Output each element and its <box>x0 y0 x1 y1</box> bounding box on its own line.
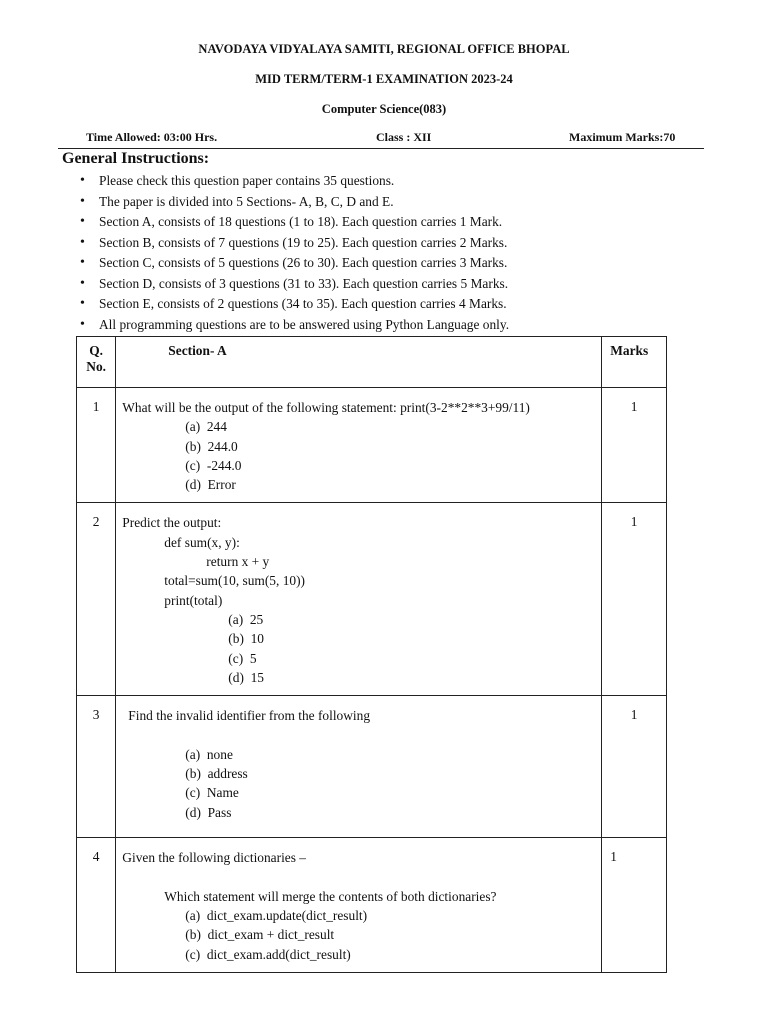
max-marks: Maximum Marks:70 <box>569 130 676 144</box>
question-marks: 1 <box>602 503 667 696</box>
option: (c) -244.0 <box>185 457 242 473</box>
option: (b) 10 <box>228 631 264 647</box>
question-content <box>116 838 602 973</box>
option: (c) dict_exam.add(dict_result) <box>185 946 351 962</box>
table-header-row <box>77 337 667 388</box>
option: (b) dict_exam + dict_result <box>185 927 335 943</box>
header-divider <box>58 148 704 149</box>
option: (d) Error <box>185 477 236 493</box>
code-line: print(total) <box>164 592 223 608</box>
question-number: 3 <box>77 696 116 838</box>
question-number: 2 <box>77 503 116 696</box>
table-row <box>77 388 667 503</box>
code-line: total=sum(10, sum(5, 10)) <box>164 573 305 589</box>
option: (a) dict_exam.update(dict_result) <box>185 908 368 924</box>
question-number: 4 <box>77 838 116 973</box>
question-number: 1 <box>77 388 116 503</box>
subject-title: Computer Science(083) <box>321 102 447 116</box>
question-content <box>116 696 602 838</box>
organization-title: NAVODAYA VIDYALAYA SAMITI, REGIONAL OFFICE BHOPAL <box>198 42 570 56</box>
instruction-item: • The paper is divided into 5 Sections- A, B, C, D and E. <box>80 193 509 214</box>
option: (c) 5 <box>228 650 257 666</box>
question-marks: 1 <box>602 388 667 503</box>
instruction-item: • Section E, consists of 2 questions (34 to 35). Each question carries 4 Marks. <box>80 295 509 316</box>
question-text: Given the following dictionaries – <box>122 850 307 866</box>
option: (a) 244 <box>185 419 227 435</box>
question-prompt: Which statement will merge the contents of both dictionaries? <box>164 888 497 904</box>
header-section: Section- A <box>116 337 602 388</box>
table-row <box>77 503 667 696</box>
instruction-item: • Please check this question paper contains 35 questions. <box>80 172 509 193</box>
time-allowed: Time Allowed: 03:00 Hrs. <box>86 130 218 144</box>
code-line: def sum(x, y): <box>164 534 240 550</box>
code-line: return x + y <box>206 554 270 570</box>
header-qno: Q. No. <box>77 337 116 388</box>
question-content <box>116 503 602 696</box>
question-table <box>76 336 667 973</box>
question-text: Predict the output: <box>122 515 222 531</box>
header-marks: Marks <box>602 337 667 388</box>
question-marks: 1 <box>602 696 667 838</box>
instruction-item: • Section B, consists of 7 questions (19 to 25). Each question carries 2 Marks. <box>80 234 509 255</box>
option: (a) 25 <box>228 611 264 627</box>
option: (d) 15 <box>228 669 264 685</box>
table-row <box>77 696 667 838</box>
option: (c) Name <box>185 785 239 801</box>
instruction-item: • Section D, consists of 3 questions (31 to 33). Each question carries 5 Marks. <box>80 275 509 296</box>
question-text: Find the invalid identifier from the following <box>128 708 371 724</box>
instructions-title: General Instructions: <box>62 150 210 167</box>
class-label: Class : XII <box>376 130 432 144</box>
option: (b) 244.0 <box>185 438 238 454</box>
question-text: What will be the output of the following statement: print(3-2**2**3+99/11) <box>122 400 530 415</box>
question-marks: 1 <box>602 838 667 973</box>
exam-title: MID TERM/TERM-1 EXAMINATION 2023-24 <box>255 72 513 86</box>
instruction-item: • Section C, consists of 5 questions (26 to 30). Each question carries 3 Marks. <box>80 254 509 275</box>
option: (a) none <box>185 746 233 762</box>
instructions-list <box>80 172 509 336</box>
option: (d) Pass <box>185 804 232 820</box>
question-content <box>116 388 602 503</box>
option: (b) address <box>185 766 248 782</box>
instruction-item: • Section A, consists of 18 questions (1 to 18). Each question carries 1 Mark. <box>80 213 509 234</box>
table-row <box>77 838 667 973</box>
instruction-item: • All programming questions are to be answered using Python Language only. <box>80 316 509 337</box>
